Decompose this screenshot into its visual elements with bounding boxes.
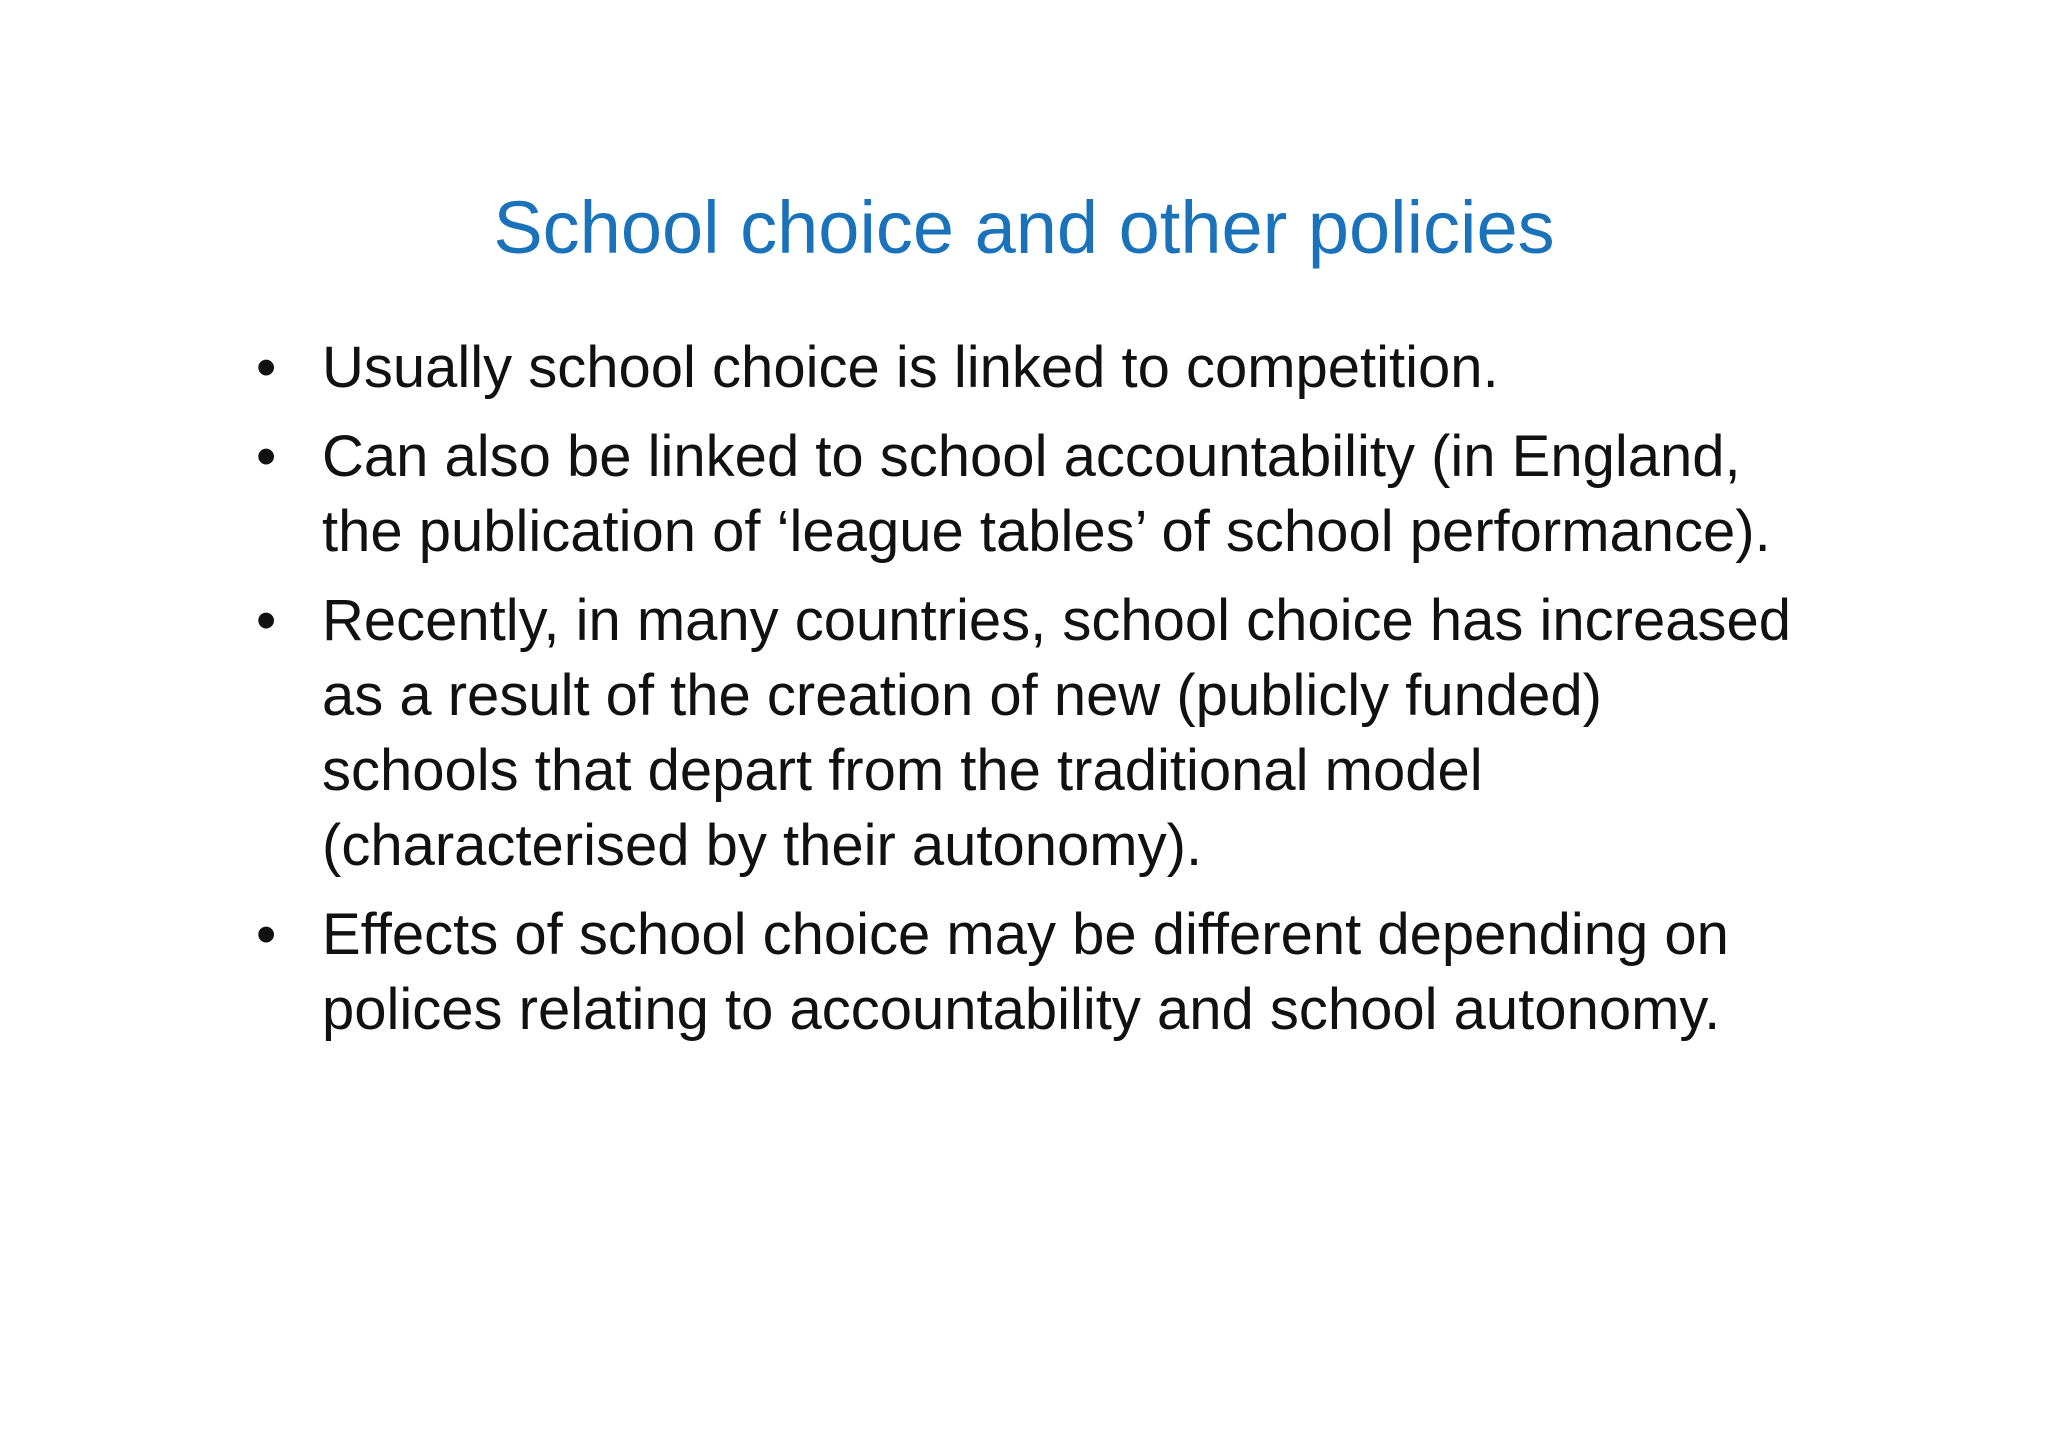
bullet-item-1 [250,330,1810,405]
bullet-item-3 [250,583,1810,883]
bullet-text: Effects of school choice may be different depending on polices relating to accountability and school autonomy. [322,902,1729,1042]
bullet-dot-icon: • [256,902,277,967]
bullet-item-4 [250,897,1810,1047]
bullet-list [250,330,1810,1061]
bullet-text: Recently, in many countries, school choice has increased as a result of the creation of new (publicly funded) schools that depart from the traditional model (characterised by their autonomy). [322,588,1792,878]
slide-title: School choice and other policies [493,186,1555,269]
bullet-item-2 [250,419,1810,569]
bullet-text: Can also be linked to school accountability (in England, the publication of ‘league tables’ of school performance). [322,424,1771,564]
bullet-dot-icon: • [256,335,277,400]
bullet-dot-icon: • [256,424,277,489]
bullet-text: Usually school choice is linked to competition. [322,335,1499,400]
bullet-dot-icon: • [256,588,277,653]
